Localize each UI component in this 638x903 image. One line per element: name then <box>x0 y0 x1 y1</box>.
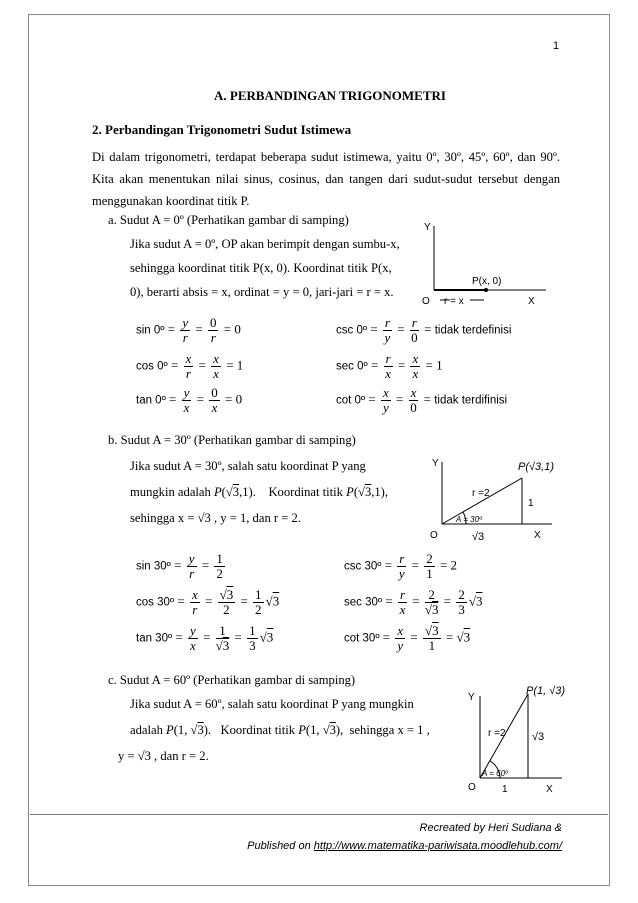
part-a-line1: Jika sudut A = 0º, OP akan berimpit dengan sumbu-x, <box>130 237 400 251</box>
formula-tan-30: tan 30º = $\frac{y}{x}$ = $\frac{1}{√3}$ = $\frac{1}{3}$ √3 <box>136 623 274 653</box>
footer-published: Published on http://www.matematika-pariwisata.moodlehub.com/ <box>247 840 562 852</box>
formula-tan-0: tan 0º = $\frac{y}{x}$ = $\frac{0}{x}$ = 0 <box>136 385 243 415</box>
svg-text:X: X <box>546 784 553 795</box>
svg-text:P(1, √3): P(1, √3) <box>526 685 566 697</box>
part-c-heading: c. Sudut A = 60º (Perhatikan gambar di samping) <box>108 673 356 687</box>
svg-text:r =2: r =2 <box>472 488 490 499</box>
part-a-line3: 0), berarti absis = x, ordinat = y = 0, jari-jari = r = x. <box>130 285 394 299</box>
fig-a-y-label: Y <box>424 222 431 233</box>
part-a-heading: a. Sudut A = 0º (Perhatikan gambar di samping) <box>108 213 349 227</box>
figure-angle-30 <box>426 452 556 546</box>
svg-text:A = 30º: A = 30º <box>456 515 482 524</box>
svg-text:r =2: r =2 <box>488 728 506 739</box>
svg-text:1: 1 <box>528 498 534 509</box>
part-c-line1: Jika sudut A = 60º, salah satu koordinat P yang mungkin <box>130 697 414 711</box>
formula-sec-30: sec 30º = $\frac{r}{x}$ = $\frac{2}{√3}$ = $\frac{2}{3}$ √3 <box>344 587 483 617</box>
part-b-line1: Jika sudut A = 30º, salah satu koordinat P yang <box>130 459 366 473</box>
formula-csc-0: csc 0º = $\frac{r}{y}$ = $\frac{r}{0}$ = tidak terdefinisi <box>336 315 512 345</box>
page-number: 1 <box>553 40 560 52</box>
svg-text:Y: Y <box>432 458 439 469</box>
svg-text:P(√3,1): P(√3,1) <box>518 461 554 473</box>
formula-cot-30: cot 30º = $\frac{x}{y}$ = $\frac{√3}{1}$ = √3 <box>344 623 471 653</box>
intro-paragraph: Di dalam trigonometri, terdapat beberapa sudut istimewa, yaitu 0º, 30º, 45º, 60º, dan 90º. Kita akan menentukan nilai sinus, cosinus, dan tangen dari sudut-sudut tersebut dengan menggunakan koordinat titik P. <box>92 150 560 208</box>
svg-text:O: O <box>468 782 476 793</box>
footer-credit: Recreated by Heri Sudiana & <box>419 822 562 834</box>
svg-text:1: 1 <box>502 784 508 795</box>
svg-text:A = 60º: A = 60º <box>482 769 508 778</box>
svg-text:√3: √3 <box>532 731 545 743</box>
part-b-line2: mungkin adalah P(√3,1). Koordinat titik P(√3,1), <box>130 485 389 499</box>
footer-link[interactable]: http://www.matematika-pariwisata.moodlehub.com/ <box>313 840 562 852</box>
fig-a-x-label: X <box>528 296 535 307</box>
part-a-line2: sehingga koordinat titik P(x, 0). Koordinat titik P(x, <box>130 261 392 275</box>
part-b-heading: b. Sudut A = 30º (Perhatikan gambar di samping) <box>108 433 356 447</box>
formula-cot-0: cot 0º = $\frac{x}{y}$ = $\frac{x}{0}$ = tidak terdifinisi <box>336 385 508 415</box>
part-c-line2: adalah P(1, √3). Koordinat titik P(1, √3), sehingga x = 1 , <box>130 723 430 737</box>
svg-text:√3: √3 <box>472 531 485 543</box>
formula-sec-0: sec 0º = $\frac{r}{x}$ = $\frac{x}{x}$ = 1 <box>336 351 443 381</box>
formula-sin-0: sin 0º = $\frac{y}{r}$ = $\frac{0}{r}$ = 0 <box>136 315 241 345</box>
svg-text:X: X <box>534 530 541 541</box>
figure-angle-0 <box>420 218 550 310</box>
part-c-line3: y = √3 , dan r = 2. <box>118 749 209 763</box>
section-heading: 2. Perbandingan Trigonometri Sudut Istimewa <box>92 122 352 137</box>
formula-sin-30: sin 30º = $\frac{y}{r}$ = $\frac{1}{2}$ <box>136 551 223 581</box>
figure-angle-60 <box>466 680 566 798</box>
formula-csc-30: csc 30º = $\frac{r}{y}$ = $\frac{2}{1}$ = 2 <box>344 551 458 581</box>
svg-text:Y: Y <box>468 692 475 703</box>
page-title: A. PERBANDINGAN TRIGONOMETRI <box>214 88 446 103</box>
fig-a-p-label: P(x, 0) <box>472 276 502 287</box>
fig-a-r-label: r = x <box>444 296 464 307</box>
formula-cos-0: cos 0º = $\frac{x}{r}$ = $\frac{x}{x}$ = 1 <box>136 351 244 381</box>
formula-cos-30: cos 30º = $\frac{x}{r}$ = $\frac{√3}{2}$ = $\frac{1}{2}$ √3 <box>136 587 280 617</box>
fig-a-o-label: O <box>422 296 430 307</box>
part-b-line3: sehingga x = √3 , y = 1, dan r = 2. <box>130 511 301 525</box>
svg-text:O: O <box>430 530 438 541</box>
